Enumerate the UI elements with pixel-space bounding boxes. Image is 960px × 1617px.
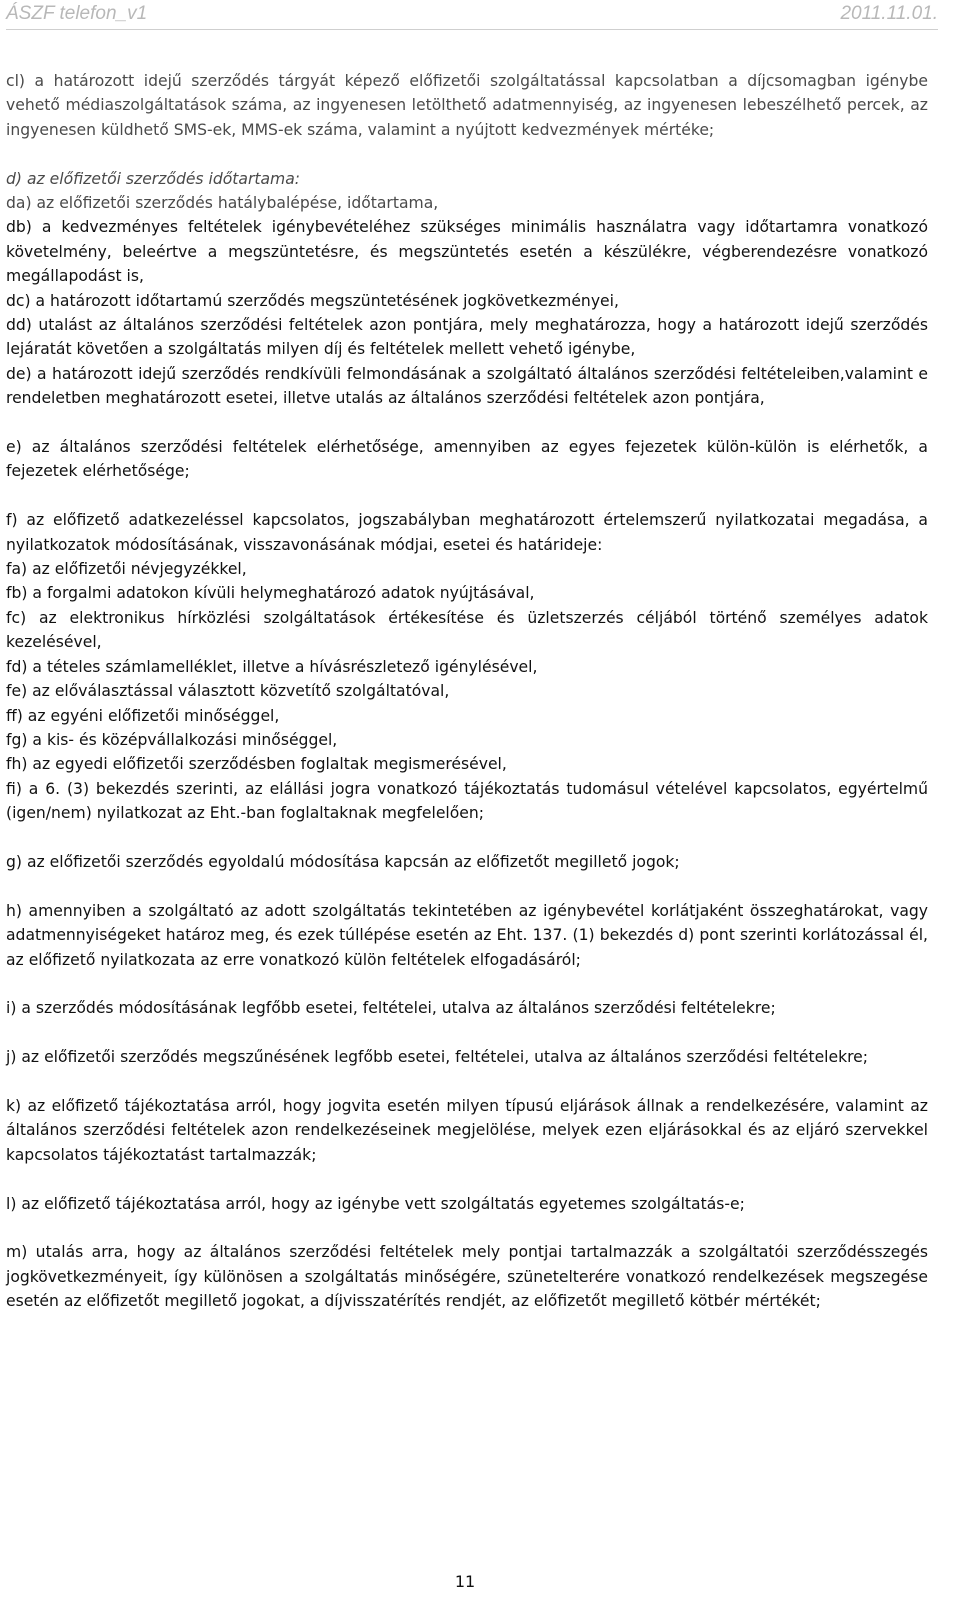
paragraph-g: g) az előfizetői szerződés egyoldalú módosítása kapcsán az előfizetőt megillető jogok; [6,852,680,871]
paragraph-m: m) utalás arra, hogy az általános szerződési feltételek mely pontjai tartalmazzák a szolgáltatói szerződésszegés jogkövetkezményeit, így különösen a szolgáltatás minőségére, szünetelterére vonatkozó rendelkezések megszegése esetén az előfizetőt megillető jogokat, a díjvisszatérítés rendjét, az előfizetőt megillető kötbér mértékét; [6,1243,928,1311]
paragraph-f: f) az előfizető adatkezeléssel kapcsolatos, jogszabályban meghatározott értelemszerű nyilatkozatai megadása, a nyilatkozatok módosításának, visszavonásának módjai, esetei és határideje: [6,511,928,554]
header-divider [6,29,938,30]
paragraph-j: j) az előfizetői szerződés megszűnésének legfőbb esetei, feltételei, utalva az általános szerződési feltételekre; [6,1048,869,1067]
paragraph-de: de) a határozott idejű szerződés rendkívüli felmondásának a szolgáltató általános szerződési feltételeiben,valamint e rendeletben meghatározott esetei, illetve utalás az általános szerződési feltételek azon pontjára, [6,364,928,408]
paragraph-db: db) a kedvezményes feltételek igénybevételéhez szükséges minimális használatra vagy időtartamra vonatkozó követelmény, beleértve a megszüntetésre, és megszüntetés esetén a készülékre, végberendezésre vonatkozó megállapodást is, [6,218,928,286]
header-doc-name: ÁSZF telefon_v1 [6,3,148,24]
paragraph-da: da) az előfizetői szerződés hatálybalépése, időtartama, [6,194,439,213]
paragraph-fd: fd) a tételes számlamelléklet, illetve a hívásrészletező igénylésével, [6,657,538,676]
paragraph-k: k) az előfizető tájékoztatása arról, hogy jogvita esetén milyen típusú eljárások állnak a rendelkezésére, valamint az általános szerződési feltételek azon rendelkezéseinek megjelölése, melyek ezen eljárásokkal és az eljáró szervekkel kapcsolatos tájékoztatást tartalmazzák; [6,1096,928,1164]
paragraph-e: e) az általános szerződési feltételek elérhetősége, amennyiben az egyes fejezetek külön-külön is elérhetők, a fejezetek elérhetősége; [6,438,928,481]
paragraph-h: h) amennyiben a szolgáltató az adott szolgáltatás tekintetében az igénybevétel korlátjaként összeghatárokat, vagy adatmennyiségeket határoz meg, és ezek túllépése esetén az Eht. 137. (1) bekezdés d) pont szerinti korlátozással él, az előfizető nyilatkozata az erre vonatkozó külön feltételek elfogadásáról; [6,901,928,969]
paragraph-fb: fb) a forgalmi adatokon kívüli helymeghatározó adatok nyújtásával, [6,584,535,603]
paragraph-dd: dd) utalást az általános szerződési feltételek azon pontjára, mely meghatározza, hogy a határozott idejű szerződés lejáratát követően a szolgáltatás milyen díj és feltételek mellett vehető igénybe, [6,316,928,359]
paragraph-l: l) az előfizető tájékoztatása arról, hogy az igénybe vett szolgáltatás egyetemes szolgáltatás-e; [6,1194,745,1213]
paragraph-i: i) a szerződés módosításának legfőbb esetei, feltételei, utalva az általános szerződési feltételekre; [6,999,776,1018]
paragraph-fg: fg) a kis- és középvállalkozási minőséggel, [6,730,338,749]
paragraph-fc: fc) az elektronikus hírközlési szolgáltatások értékesítése és üzletszerzés céljából történő személyes adatok kezelésével, [6,608,928,652]
paragraph-fe: fe) az előválasztással választott közvetítő szolgáltatóval, [6,682,450,701]
paragraph-c: cl) a határozott idejű szerződés tárgyát képező előfizetői szolgáltatással kapcsolatban a díjcsomagban igénybe vehető médiaszolgáltatások száma, az ingyenesen letölthető adatmennyiség, az ingyenesen lebeszélhető percek, az ingyenesen küldhető SMS-ek, MMS-ek száma, valamint a nyújtott kedvezmények mértéke; [6,72,928,139]
paragraph-fi: fi) a 6. (3) bekezdés szerinti, az elállási jogra vonatkozó tájékoztatás tudomásul vételével kapcsolatos, egyértelmű (igen/nem) nyilatkozat az Eht.-ban foglaltaknak megfelelően; [6,779,928,823]
paragraph-fh: fh) az egyedi előfizetői szerződésben foglaltak megismerésével, [6,755,507,774]
header-date: 2011.11.01. [840,3,938,24]
paragraph-dc: dc) a határozott időtartamú szerződés megszüntetésének jogkövetkezményei, [6,291,619,310]
document-body [6,69,928,1314]
paragraph-d-title: d) az előfizetői szerződés időtartama: [6,169,301,188]
paragraph-ff: ff) az egyéni előfizetői minőséggel, [6,706,280,725]
paragraph-fa: fa) az előfizetői névjegyzékkel, [6,560,247,579]
page-number: 11 [454,1572,476,1591]
